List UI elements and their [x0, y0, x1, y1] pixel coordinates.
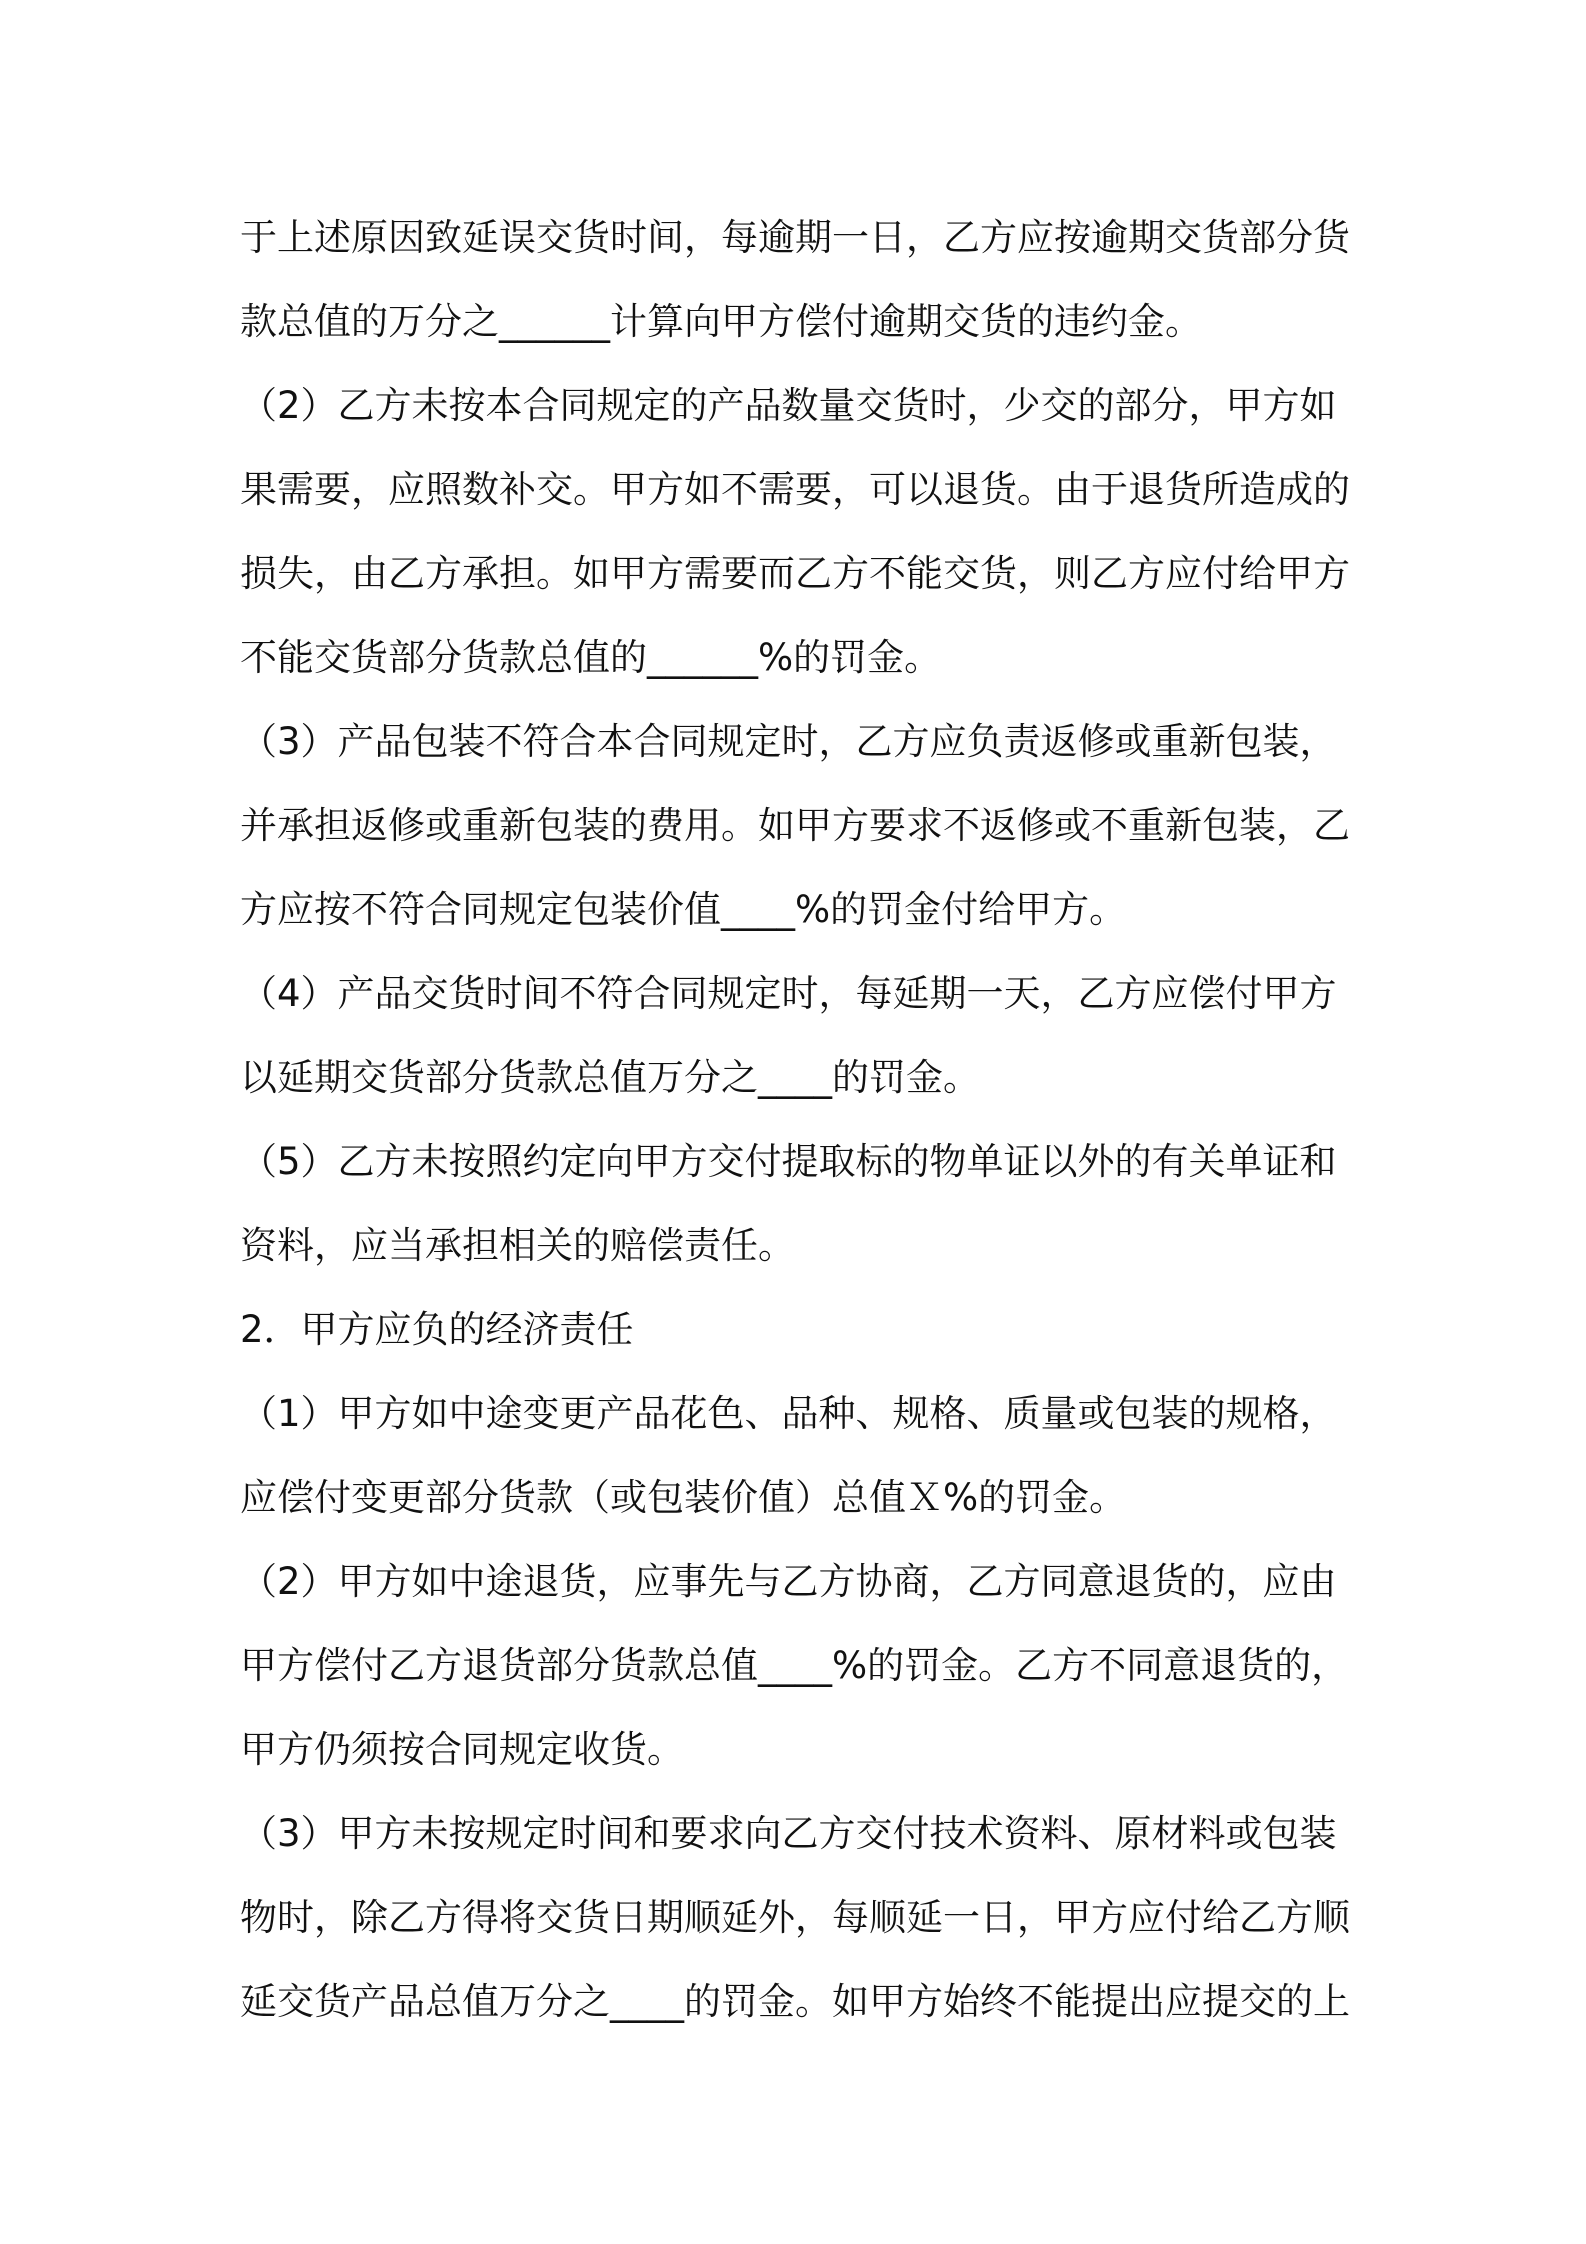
paragraph-documents-liability: （5）乙方未按照约定向甲方交付提取标的物单证以外的有关单证和资料，应当承担相关的赔偿责任。: [240, 1140, 1337, 1267]
paragraph-return-goods: （2）甲方如中途退货，应事先与乙方协商，乙方同意退货的，应由甲方偿付乙方退货部分货款总值____%的罚金。乙方不同意退货的，甲方仍须按合同规定收货。: [240, 1560, 1349, 1771]
contract-text: [240, 196, 1360, 2044]
paragraph-packaging-nonconformity: （3）产品包装不符合本合同规定时，乙方应负责返修或重新包装，并承担返修或重新包装的费用。如甲方要求不返修或不重新包装，乙方应按不符合同规定包装价值____%的罚金付给甲方。: [240, 720, 1350, 931]
paragraph-late-delivery-penalty: 于上述原因致延误交货时间，每逾期一日，乙方应按逾期交货部分货款总值的万分之______计算向甲方偿付逾期交货的违约金。: [240, 216, 1350, 343]
section-heading-party-a-liability: 2．甲方应负的经济责任: [240, 1308, 634, 1351]
paragraph-product-change: （1）甲方如中途变更产品花色、品种、规格、质量或包装的规格，应偿付变更部分货款（或包装价值）总值Ｘ%的罚金。: [240, 1392, 1337, 1519]
paragraph-quantity-shortfall: （2）乙方未按本合同规定的产品数量交货时，少交的部分，甲方如果需要，应照数补交。甲方如不需要，可以退货。由于退货所造成的损失，由乙方承担。如甲方需要而乙方不能交货，则乙方应付给甲方不能交货部分货款总值的______%的罚金。: [240, 384, 1350, 679]
paragraph-delivery-delay: （4）产品交货时间不符合同规定时，每延期一天，乙方应偿付甲方以延期交货部分货款总值万分之____的罚金。: [240, 972, 1337, 1099]
paragraph-materials-delay: （3）甲方未按规定时间和要求向乙方交付技术资料、原材料或包装物时，除乙方得将交货日期顺延外，每顺延一日，甲方应付给乙方顺延交货产品总值万分之____的罚金。如甲方始终不能提出应提交的上: [240, 1812, 1350, 2023]
